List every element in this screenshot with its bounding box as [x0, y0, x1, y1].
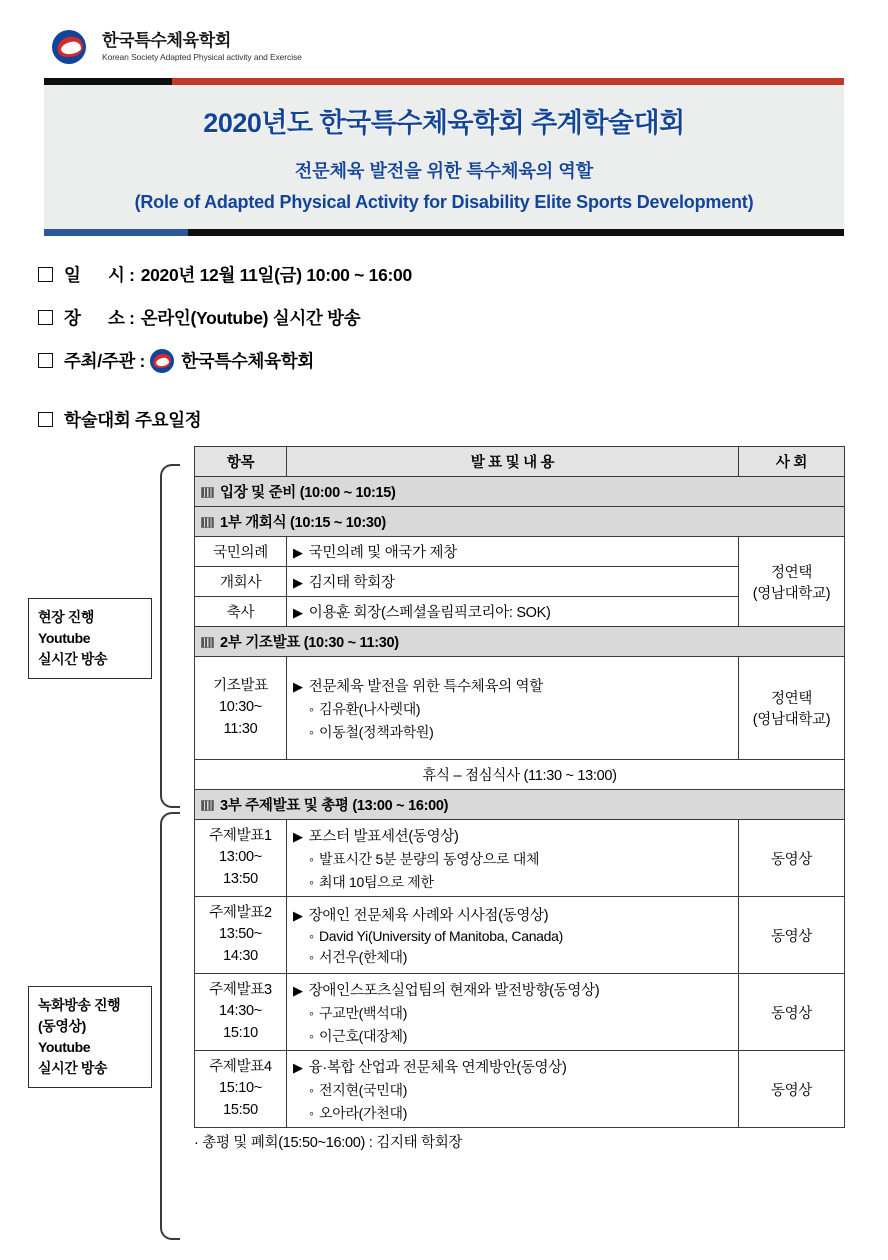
note2-line2: (동영상) — [38, 1018, 86, 1034]
topic2-item-end: 14:30 — [223, 947, 258, 964]
topic2-detail-1: ◦ David Yi(University of Manitoba, Canada) — [309, 927, 564, 944]
conference-title: 2020년도 한국특수체육학회 추계학술대회 — [203, 108, 685, 138]
topic2-detail-2: ◦ 서건우(한체대) — [309, 948, 408, 965]
brace-recorded — [160, 812, 180, 1240]
topic2-item-start: 13:50~ — [219, 926, 262, 943]
topic3-detail-1: ◦ 구교만(백석대) — [309, 1004, 408, 1021]
topic1-item-end: 13:50 — [223, 870, 258, 887]
society-name-kr: 한국특수체육학회 — [102, 31, 231, 51]
topic4-item-end: 15:50 — [223, 1101, 258, 1118]
topic1-item — [195, 820, 287, 897]
topic3-body — [287, 974, 739, 1051]
datetime-value: 2020년 12월 11일(금) 10:00 ~ 16:00 — [140, 265, 412, 285]
chair1-affiliation: (영남대학교) — [752, 585, 831, 602]
chair-cell-part1 — [739, 537, 845, 627]
keynote-item-end: 11:30 — [223, 720, 258, 737]
topic4-detail-2: ◦ 오아라(가천대) — [309, 1104, 408, 1121]
society-header — [0, 0, 888, 66]
note1-line1: 현장 진행 — [38, 609, 94, 625]
triangle-bullet-icon: ▶ — [293, 982, 303, 998]
host-value: 한국특수체육학회 — [181, 351, 314, 371]
section-part1-cell — [195, 507, 845, 537]
section-row-entry — [195, 477, 845, 507]
host-label: 주최/주관 : — [64, 351, 146, 371]
note2-line4: 실시간 방송 — [38, 1060, 108, 1076]
table-row — [195, 820, 845, 897]
circle-bullet-icon: ◦ — [309, 948, 314, 965]
conference-subtitle-en: (Role of Adapted Physical Activity for Disability Elite Sports Development) — [134, 192, 754, 212]
keynote-body — [287, 657, 739, 760]
section-entry-cell — [195, 477, 845, 507]
topic1-body — [287, 820, 739, 897]
topic4-detail-1: ◦ 전지현(국민대) — [309, 1081, 408, 1098]
row2-item: 개회사 — [195, 567, 287, 597]
topic3-item — [195, 974, 287, 1051]
checkbox-icon — [38, 412, 53, 427]
society-emblem-small-icon — [149, 349, 175, 373]
banner-top-rule — [44, 78, 844, 85]
checkbox-icon — [38, 267, 53, 282]
circle-bullet-icon: ◦ — [309, 873, 314, 890]
note2-line3: Youtube — [38, 1039, 91, 1055]
section-part2-label: 2부 기조발표 (10:30 ~ 11:30) — [220, 635, 399, 651]
info-row-host — [38, 348, 888, 373]
circle-bullet-icon: ◦ — [309, 927, 314, 944]
topic2-chair: 동영상 — [739, 897, 845, 974]
info-row-datetime — [38, 262, 888, 287]
circle-bullet-icon: ◦ — [309, 850, 314, 867]
society-name-block — [102, 31, 302, 62]
topic1-item-start: 13:00~ — [219, 849, 262, 866]
header-content: 발 표 및 내 용 — [287, 447, 739, 477]
schedule-table-wrap — [194, 446, 844, 1128]
table-row — [195, 657, 845, 760]
keynote-item — [195, 657, 287, 760]
topic3-detail-2: ◦ 이근호(대장체) — [309, 1027, 408, 1044]
section-row-part3 — [195, 790, 845, 820]
circle-bullet-icon: ◦ — [309, 1104, 314, 1121]
checkbox-icon — [38, 353, 53, 368]
section-part3-cell — [195, 790, 845, 820]
table-row — [195, 897, 845, 974]
section-part3-label: 3부 주제발표 및 총평 (13:00 ~ 16:00) — [220, 798, 449, 814]
topic2-item — [195, 897, 287, 974]
schedule-heading-row — [38, 407, 888, 432]
table-header-row — [195, 447, 845, 477]
topic4-body — [287, 1051, 739, 1128]
section-entry-label: 입장 및 준비 (10:00 ~ 10:15) — [220, 485, 396, 501]
chair-cell-part2 — [739, 657, 845, 760]
circle-bullet-icon: ◦ — [309, 1027, 314, 1044]
triangle-bullet-icon: ▶ — [293, 828, 303, 844]
info-list — [38, 262, 888, 373]
keynote-speaker-1: ◦ 김유환(나사렛대) — [309, 700, 421, 717]
row1-item: 국민의례 — [195, 537, 287, 567]
section-row-part2 — [195, 627, 845, 657]
circle-bullet-icon: ◦ — [309, 1004, 314, 1021]
topic4-item — [195, 1051, 287, 1128]
note1-line3: 실시간 방송 — [38, 651, 108, 667]
triangle-bullet-icon: ▶ — [293, 678, 303, 694]
topic3-item-end: 15:10 — [223, 1024, 258, 1041]
topic1-detail-2: ◦ 최대 10팀으로 제한 — [309, 873, 434, 890]
banner-bottom-rule — [44, 229, 844, 236]
topic1-detail-1: ◦ 발표시간 5분 분량의 동영상으로 대체 — [309, 850, 540, 867]
header-chair: 사 회 — [739, 447, 845, 477]
section-marker-icon — [201, 800, 214, 811]
row1-body — [287, 537, 739, 567]
note2-line1: 녹화방송 진행 — [38, 997, 121, 1013]
row3-body — [287, 597, 739, 627]
break-row — [195, 760, 845, 790]
topic4-item-start: 15:10~ — [219, 1080, 262, 1097]
topic4-chair: 동영상 — [739, 1051, 845, 1128]
section-row-part1 — [195, 507, 845, 537]
topic3-chair: 동영상 — [739, 974, 845, 1051]
note-box-live — [28, 598, 152, 679]
checkbox-icon — [38, 310, 53, 325]
place-value: 온라인(Youtube) 실시간 방송 — [140, 308, 361, 328]
society-emblem-icon — [48, 28, 92, 66]
triangle-bullet-icon: ▶ — [293, 545, 303, 560]
schedule-heading: 학술대회 주요일정 — [64, 410, 202, 430]
row3-body-text: 이용훈 회장(스페셜올림픽코리아: SOK) — [308, 605, 551, 621]
note-box-recorded — [28, 986, 152, 1088]
keynote-speaker-2: ◦ 이동철(정책과학원) — [309, 723, 434, 740]
conference-subtitle-kr: 전문체육 발전을 위한 특수체육의 역할 — [294, 161, 594, 181]
keynote-item-title: 기조발표 — [213, 678, 268, 695]
schedule-table — [194, 446, 845, 1128]
triangle-bullet-icon: ▶ — [293, 1059, 303, 1075]
topic3-item-start: 14:30~ — [219, 1003, 262, 1020]
topic3-item-title: 주제발표3 — [209, 982, 272, 999]
brace-live — [160, 464, 180, 808]
section-part2-cell — [195, 627, 845, 657]
header-item: 항목 — [195, 447, 287, 477]
lunch-break-label: 휴식 – 점심식사 (11:30 ~ 13:00) — [195, 760, 845, 790]
place-label: 장 소 : — [64, 308, 135, 328]
section-part1-label: 1부 개회식 (10:15 ~ 10:30) — [220, 515, 386, 531]
info-row-place — [38, 305, 888, 330]
closing-note: · 총평 및 폐회(15:50~16:00) : 김지태 학회장 — [194, 1135, 463, 1151]
keynote-body-text: 전문체육 발전을 위한 특수체육의 역할 — [308, 678, 543, 695]
chair2-affiliation: (영남대학교) — [752, 712, 831, 728]
topic2-body — [287, 897, 739, 974]
section-marker-icon — [201, 637, 214, 648]
chair2-name: 정연택 — [770, 691, 813, 707]
chair1-name: 정연택 — [770, 564, 813, 581]
triangle-bullet-icon: ▶ — [293, 575, 303, 590]
topic1-body-text: 포스터 발표세션(동영상) — [308, 828, 459, 845]
circle-bullet-icon: ◦ — [309, 723, 314, 740]
table-row — [195, 1051, 845, 1128]
topic1-chair: 동영상 — [739, 820, 845, 897]
triangle-bullet-icon: ▶ — [293, 907, 303, 923]
table-row — [195, 974, 845, 1051]
society-name-en: Korean Society Adapted Physical activity and Exercise — [102, 51, 302, 62]
title-banner — [44, 78, 844, 236]
note1-line2: Youtube — [38, 630, 91, 646]
topic4-body-text: 융·복합 산업과 전문체육 연계방안(동영상) — [308, 1059, 567, 1076]
circle-bullet-icon: ◦ — [309, 700, 314, 717]
keynote-item-start: 10:30~ — [219, 699, 262, 716]
circle-bullet-icon: ◦ — [309, 1081, 314, 1098]
topic2-body-text: 장애인 전문체육 사례와 시사점(동영상) — [308, 907, 549, 924]
table-row — [195, 537, 845, 567]
row3-item: 축사 — [195, 597, 287, 627]
datetime-label: 일 시 : — [64, 265, 135, 285]
topic1-item-title: 주제발표1 — [209, 828, 272, 845]
topic4-item-title: 주제발표4 — [209, 1059, 272, 1076]
section-marker-icon — [201, 517, 214, 528]
triangle-bullet-icon: ▶ — [293, 605, 303, 620]
section-marker-icon — [201, 487, 214, 498]
row2-body — [287, 567, 739, 597]
topic3-body-text: 장애인스포츠실업팀의 현재와 발전방향(동영상) — [308, 982, 600, 999]
topic2-item-title: 주제발표2 — [209, 905, 272, 922]
row2-body-text: 김지태 학회장 — [308, 575, 395, 591]
row1-body-text: 국민의례 및 애국가 제창 — [308, 545, 457, 561]
